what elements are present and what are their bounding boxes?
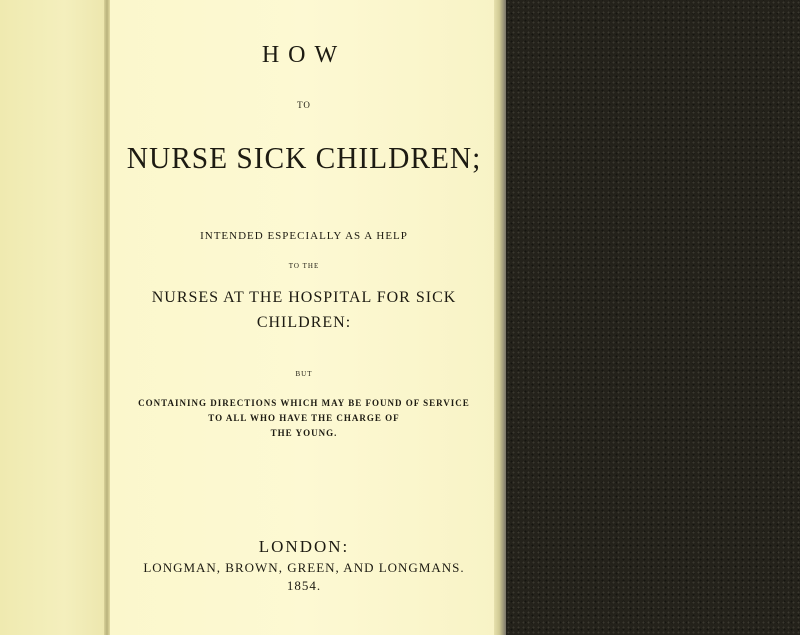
facing-page (0, 0, 108, 635)
main-title: NURSE SICK CHILDREN; (126, 140, 482, 175)
imprint-place: LONDON: (258, 537, 350, 556)
subtitle-containing-line-1: CONTAINING DIRECTIONS WHICH MAY BE FOUND OF SERVICE (138, 398, 470, 408)
subtitle-containing-line-3: THE YOUNG. (270, 428, 338, 438)
book-cover (506, 0, 800, 635)
subtitle-but: BUT (295, 370, 313, 378)
title-how: HOW (261, 42, 347, 68)
subtitle-nurses-line-1: NURSES AT THE HOSPITAL FOR SICK (151, 289, 457, 306)
title-page (110, 0, 498, 635)
subtitle-nurses-line-2: CHILDREN: (256, 314, 352, 331)
subtitle-intended: INTENDED ESPECIALLY AS A HELP (200, 230, 408, 242)
page-edge (494, 0, 506, 635)
imprint-publisher: LONGMAN, BROWN, GREEN, AND LONGMANS. (143, 560, 465, 575)
imprint-year: 1854. (286, 578, 322, 593)
subtitle-to-the: TO THE (288, 262, 320, 270)
title-to: TO (297, 100, 311, 110)
subtitle-containing-line-2: TO ALL WHO HAVE THE CHARGE OF (208, 413, 400, 423)
